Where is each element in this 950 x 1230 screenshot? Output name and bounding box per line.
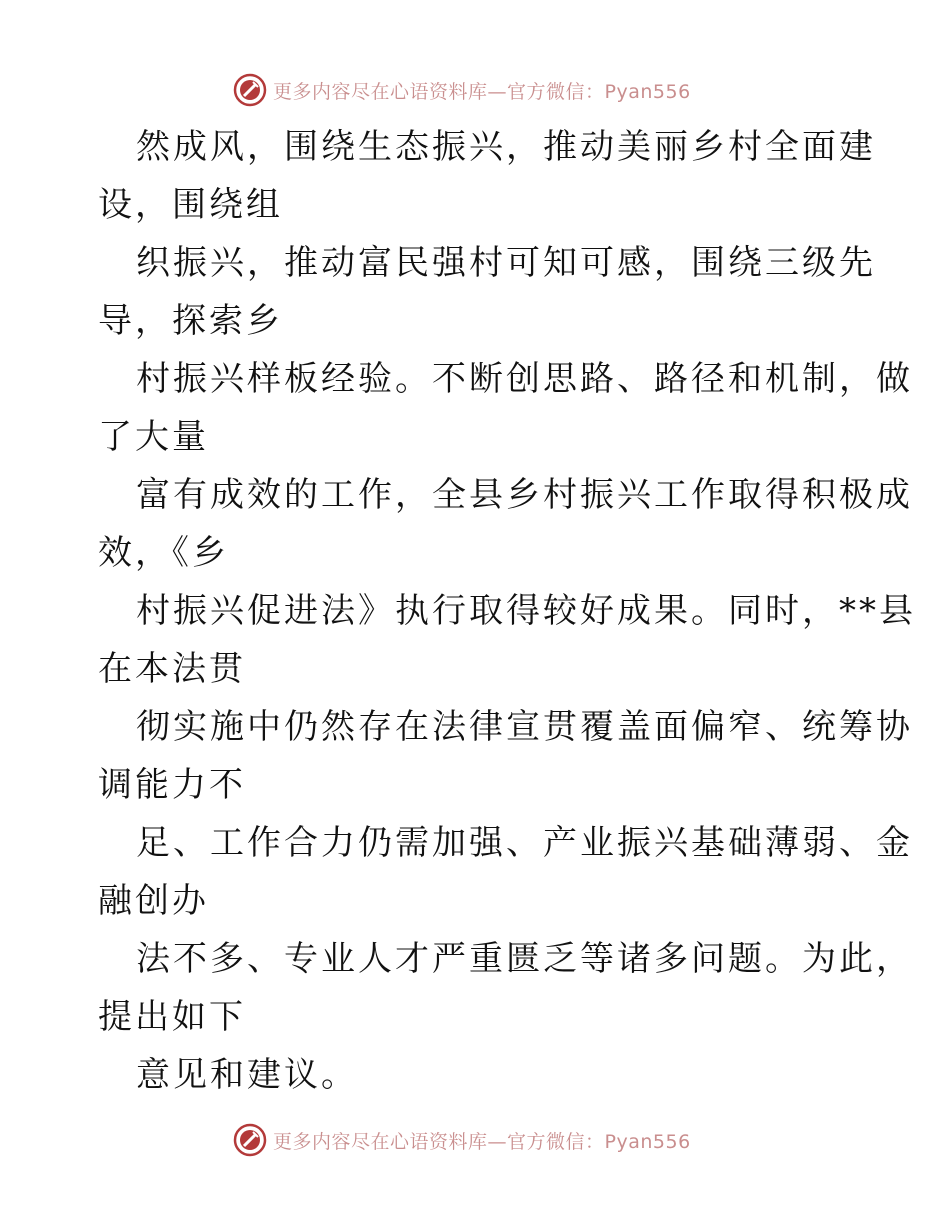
text-line: 足、工作合力仍需加强、产业振兴基础薄弱、金 [136,823,913,863]
text-line: 效，《乡 [98,533,229,573]
text-line: 调能力不 [98,765,246,805]
watermark-text: 更多内容尽在心语资料库—官方微信：Pyan556 [273,80,691,103]
text-line: 村振兴促进法》执行取得较好成果。同时，**县 [136,591,916,631]
text-line: 提出如下 [98,997,246,1037]
text-line: 融创办 [98,881,209,921]
text-line: 然成风，围绕生态振兴，推动美丽乡村全面建 [136,127,876,167]
text-line: 富有成效的工作，全县乡村振兴工作取得积极成 [136,475,913,515]
text-line: 在本法贯 [98,649,246,689]
text-line: 织振兴，推动富民强村可知可感，围绕三级先 [136,243,876,283]
text-line: 意见和建议。 [136,1055,358,1095]
watermark-text: 更多内容尽在心语资料库—官方微信：Pyan556 [273,1130,691,1153]
footer-watermark-banner [233,1122,691,1158]
header-watermark-banner [233,72,691,108]
pen-seal-icon [233,73,267,107]
wechat-id: Pyan556 [604,1130,691,1153]
text-line: 法不多、专业人才严重匮乏等诸多问题。为此， [136,939,913,979]
text-line: 导，探索乡 [98,301,283,341]
text-line: 设，围绕组 [98,185,283,225]
wechat-id: Pyan556 [604,80,691,103]
document-body [98,118,916,1104]
pen-seal-icon [233,1123,267,1157]
text-line: 了大量 [98,417,209,457]
text-line: 彻实施中仍然存在法律宣贯覆盖面偏窄、统筹协 [136,707,913,747]
text-line: 村振兴样板经验。不断创思路、路径和机制，做 [136,359,913,399]
